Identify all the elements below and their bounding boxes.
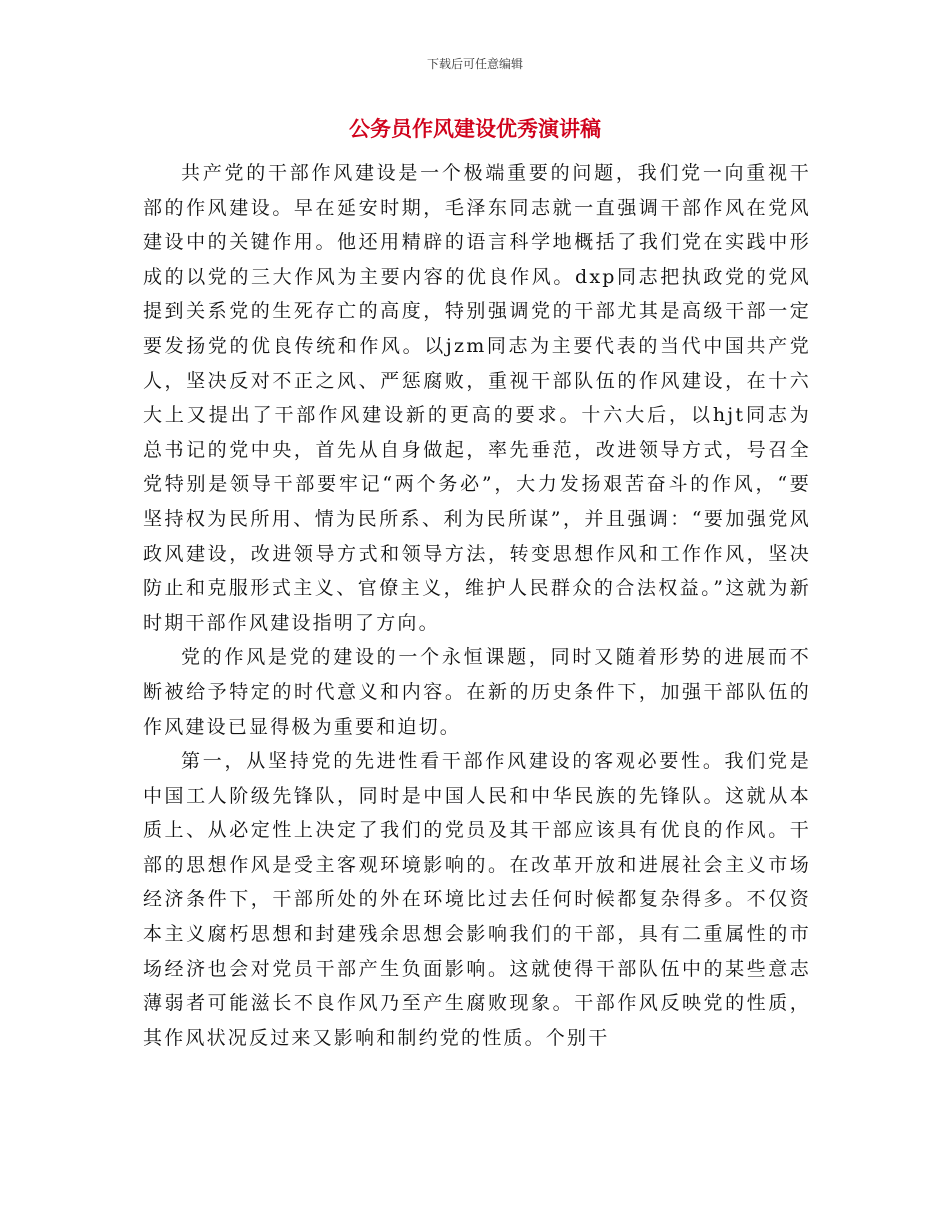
document-body (143, 156, 811, 1055)
paragraph-3: 第一，从坚持党的先进性看干部作风建设的客观必要性。我们党是中国工人阶级先锋队，同时是中国人民和中华民族的先锋队。这就从本质上、从必定性上决定了我们的党员及其干部应该具有优良的作风。干部的思想作风是受主客观环境影响的。在改革开放和进展社会主义市场经济条件下，干部所处的外在环境比过去任何时候都复杂得多。不仅资本主义腐朽思想和封建残余思想会影响我们的干部，具有二重属性的市场经济也会对党员干部产生负面影响。这就使得干部队伍中的某些意志薄弱者可能滋长不良作风乃至产生腐败现象。干部作风反映党的性质，其作风状况反过来又影响和制约党的性质。个别干 (143, 750, 811, 1049)
paragraph-1: 共产党的干部作风建设是一个极端重要的问题，我们党一向重视干部的作风建设。早在延安时期，毛泽东同志就一直强调干部作风在党风建设中的关键作用。他还用精辟的语言科学地概括了我们党在实践中形成的以党的三大作风为主要内容的优良作风。dxp同志把执政党的党风提到关系党的生死存亡的高度，特别强调党的干部尤其是高级干部一定要发扬党的优良传统和作风。以jzm同志为主要代表的当代中国共产党人，坚决反对不正之风、严惩腐败，重视干部队伍的作风建设，在十六大上又提出了干部作风建设新的更高的要求。十六大后，以hjt同志为总书记的党中央，首先从自身做起，率先垂范，改进领导方式，号召全党特别是领导干部要牢记“两个务必”，大力发扬艰苦奋斗的作风，“要坚持权为民所用、情为民所系、利为民所谋”，并且强调：“要加强党风政风建设，改进领导方式和领导方法，转变思想作风和工作作风，坚决防止和克服形式主义、官僚主义，维护人民群众的合法权益。”这就为新时期干部作风建设指明了方向。 (143, 162, 811, 634)
paragraph-2: 党的作风是党的建设的一个永恒课题，同时又随着形势的进展而不断被给予特定的时代意义和内容。在新的历史条件下，加强干部队伍的作风建设已显得极为重要和迫切。 (143, 646, 811, 738)
page-header: 下载后可任意编辑 (426, 57, 523, 71)
document-title: 公务员作风建设优秀演讲稿 (349, 117, 601, 141)
